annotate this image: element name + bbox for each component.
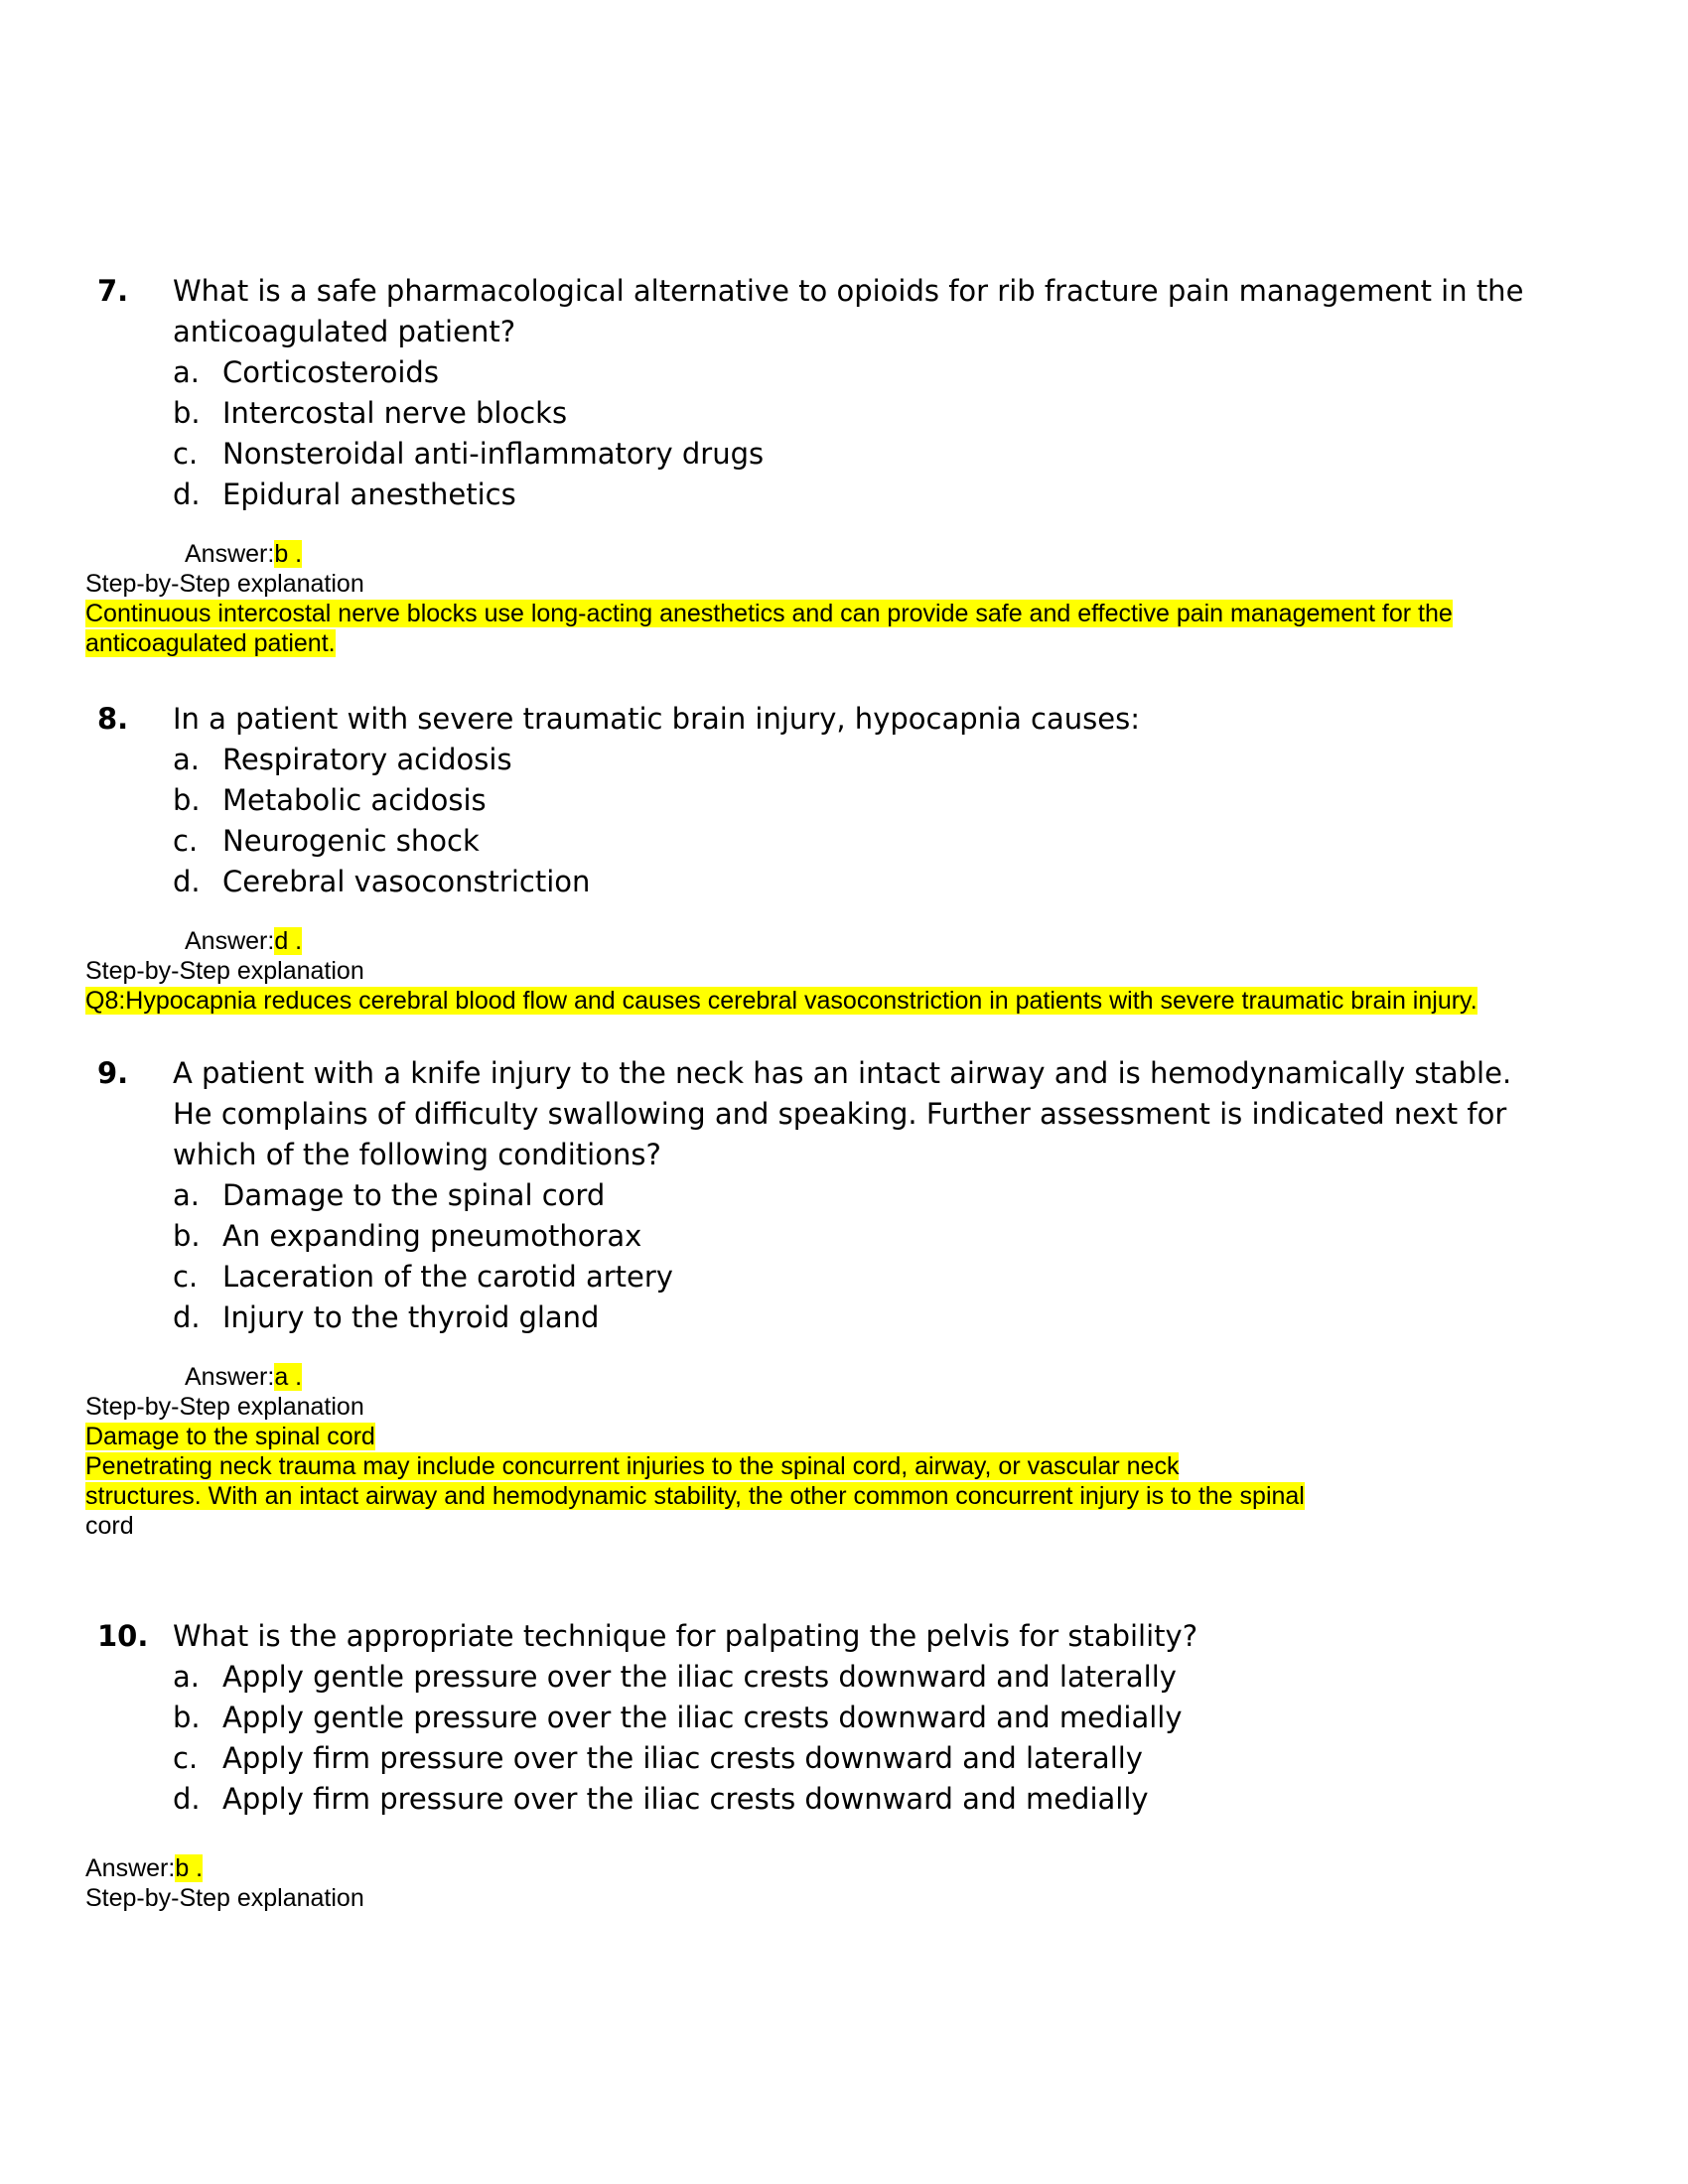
answer-block	[0, 1362, 1688, 1541]
option-list	[0, 740, 1688, 902]
option-d	[0, 475, 1688, 515]
option-text: Metabolic acidosis	[222, 783, 487, 817]
option-letter: d.	[173, 1782, 201, 1816]
option-letter: d.	[173, 865, 201, 898]
option-letter: d.	[173, 478, 201, 511]
option-text: Injury to the thyroid gland	[222, 1300, 600, 1334]
answer-block	[0, 926, 1688, 1016]
answer-line	[0, 539, 1688, 569]
answer-line	[0, 926, 1688, 956]
option-b	[0, 393, 1688, 434]
answer-label: Answer:	[185, 927, 275, 955]
option-text: Damage to the spinal cord	[222, 1178, 606, 1212]
question-text: A patient with a knife injury to the neck has an intact airway and is hemodynamically stable. He complains of difficulty swallowing and speaking. Further assessment is indicated next for which of the following conditions?	[173, 1056, 1512, 1171]
option-a	[0, 352, 1688, 393]
option-c	[0, 1738, 1688, 1779]
question-number: 10.	[97, 1619, 149, 1653]
option-d	[0, 1779, 1688, 1820]
option-letter: b.	[173, 783, 201, 817]
question-7	[0, 271, 1688, 658]
option-letter: c.	[173, 1260, 199, 1294]
question-header	[0, 271, 1688, 352]
explanation-label: Step-by-Step explanation	[85, 957, 364, 985]
answer-label: Answer:	[85, 1854, 176, 1882]
option-b	[0, 1216, 1688, 1257]
question-text: What is a safe pharmacological alternative to opioids for rib fracture pain management in the anticoagulated patient?	[173, 274, 1524, 348]
answer-label: Answer:	[185, 540, 275, 568]
question-header	[0, 1616, 1688, 1657]
question-header	[0, 699, 1688, 740]
option-letter: a.	[173, 355, 200, 389]
option-letter: b.	[173, 396, 201, 430]
question-text: In a patient with severe traumatic brain injury, hypocapnia causes:	[173, 702, 1140, 736]
option-text: Apply firm pressure over the iliac crests downward and medially	[222, 1782, 1149, 1816]
option-text: Cerebral vasoconstriction	[222, 865, 591, 898]
explanation-label: Step-by-Step explanation	[85, 570, 364, 598]
question-number: 8.	[97, 702, 129, 736]
answer-value: b .	[274, 540, 303, 568]
explanation-text	[0, 599, 1575, 658]
explanation-line: structures. With an intact airway and hemodynamic stability, the other common concurrent injury is to the spinal	[85, 1482, 1305, 1510]
option-text: Apply firm pressure over the iliac crests downward and laterally	[222, 1741, 1143, 1775]
option-list	[0, 1657, 1688, 1820]
answer-value: d .	[274, 927, 303, 955]
explanation-line: anticoagulated patient.	[85, 629, 336, 657]
option-text: Nonsteroidal anti-inflammatory drugs	[222, 437, 765, 471]
option-text: Apply gentle pressure over the iliac crests downward and medially	[222, 1701, 1183, 1734]
option-text: An expanding pneumothorax	[222, 1219, 642, 1253]
question-text: What is the appropriate technique for palpating the pelvis for stability?	[173, 1619, 1198, 1653]
option-text: Epidural anesthetics	[222, 478, 516, 511]
explanation-text	[0, 986, 1575, 1016]
option-a	[0, 1175, 1688, 1216]
question-header	[0, 1053, 1688, 1175]
option-letter: c.	[173, 824, 199, 858]
option-letter: b.	[173, 1219, 201, 1253]
answer-value: a .	[274, 1363, 303, 1391]
option-letter: a.	[173, 1660, 200, 1694]
option-letter: c.	[173, 1741, 199, 1775]
option-c	[0, 821, 1688, 862]
option-list	[0, 352, 1688, 515]
explanation-line: Penetrating neck trauma may include concurrent injuries to the spinal cord, airway, or vascular neck	[85, 1452, 1180, 1480]
option-letter: a.	[173, 1178, 200, 1212]
question-number: 7.	[97, 274, 129, 308]
explanation-label: Step-by-Step explanation	[85, 1393, 364, 1421]
question-10	[0, 1616, 1688, 1913]
answer-label: Answer:	[185, 1363, 275, 1391]
answer-line	[0, 1853, 1688, 1883]
question-number: 9.	[97, 1056, 129, 1090]
option-list	[0, 1175, 1688, 1338]
option-letter: d.	[173, 1300, 201, 1334]
option-text: Intercostal nerve blocks	[222, 396, 568, 430]
answer-block	[0, 539, 1688, 658]
option-text: Respiratory acidosis	[222, 743, 512, 776]
option-c	[0, 1257, 1688, 1297]
explanation-line: Damage to the spinal cord	[85, 1423, 375, 1450]
answer-value: b .	[175, 1854, 204, 1882]
explanation-tail: cord	[85, 1512, 134, 1540]
explanation-line: Q8:Hypocapnia reduces cerebral blood flow and causes cerebral vasoconstriction in patients with severe traumatic brain injury.	[85, 987, 1477, 1015]
answer-line	[0, 1362, 1688, 1392]
option-letter: b.	[173, 1701, 201, 1734]
option-d	[0, 1297, 1688, 1338]
option-text: Laceration of the carotid artery	[222, 1260, 673, 1294]
option-b	[0, 1698, 1688, 1738]
answer-block	[0, 1853, 1688, 1913]
option-a	[0, 740, 1688, 780]
option-c	[0, 434, 1688, 475]
explanation-line: Continuous intercostal nerve blocks use long-acting anesthetics and can provide safe and effective pain management for the	[85, 600, 1453, 627]
explanation-text	[0, 1422, 1575, 1541]
question-9	[0, 1053, 1688, 1541]
option-letter: a.	[173, 743, 200, 776]
option-a	[0, 1657, 1688, 1698]
option-text: Apply gentle pressure over the iliac crests downward and laterally	[222, 1660, 1177, 1694]
option-text: Corticosteroids	[222, 355, 439, 389]
option-b	[0, 780, 1688, 821]
option-letter: c.	[173, 437, 199, 471]
option-d	[0, 862, 1688, 902]
question-8	[0, 699, 1688, 1016]
option-text: Neurogenic shock	[222, 824, 480, 858]
explanation-label: Step-by-Step explanation	[85, 1884, 364, 1912]
